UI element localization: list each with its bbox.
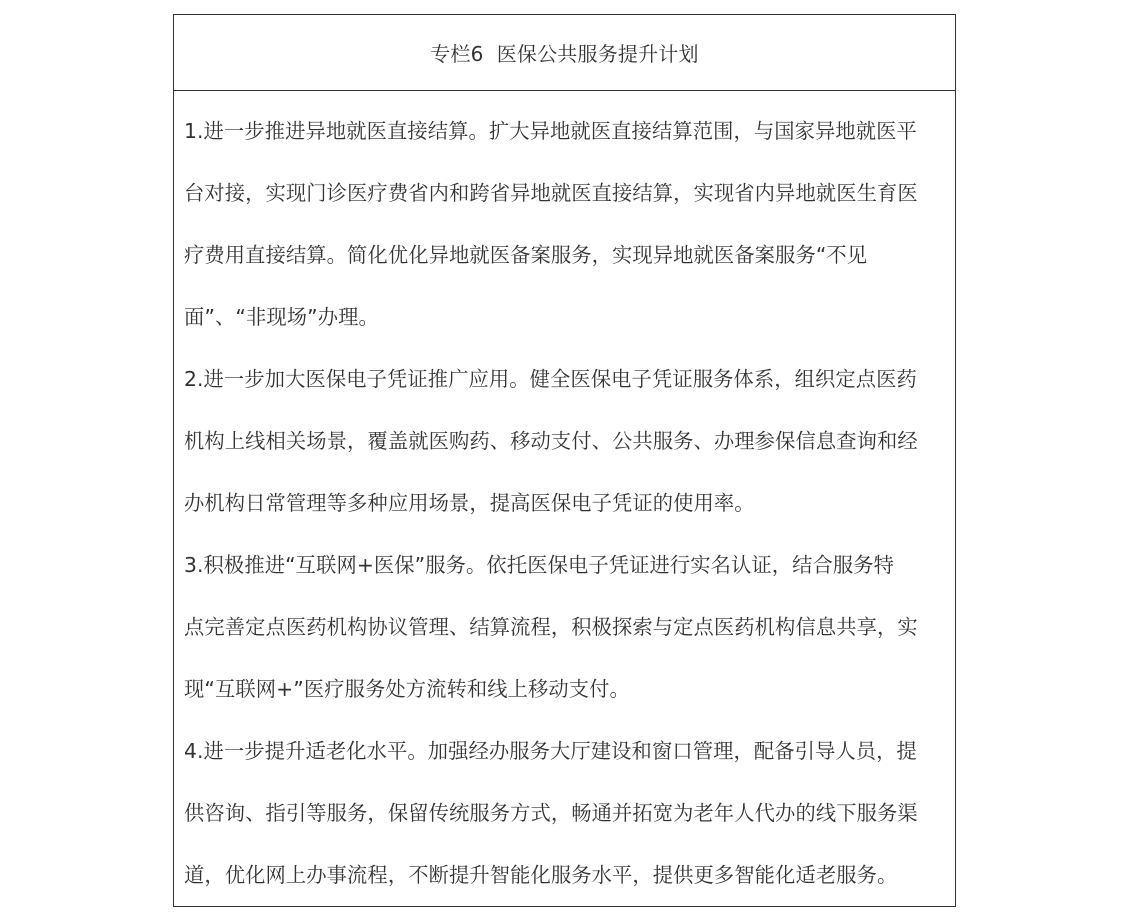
item-3-line-3: 现“互联网+”医疗服务处方流转和线上移动支付。 <box>184 677 630 701</box>
item-2-line-2: 机构上线相关场景，覆盖就医购药、移动支付、公共服务、办理参保信息查询和经 <box>184 429 918 453</box>
item-1-line-4: 面”、“非现场”办理。 <box>184 305 379 329</box>
column-title-row <box>174 15 955 91</box>
item-4 <box>184 720 945 906</box>
item-1-line-1: 1.进一步推进异地就医直接结算。扩大异地就医直接结算范围，与国家异地就医平 <box>184 119 917 143</box>
item-3-line-2: 点完善定点医药机构协议管理、结算流程，积极探索与定点医药机构信息共享，实 <box>184 615 918 639</box>
item-1-line-3: 疗费用直接结算。简化优化异地就医备案服务，实现异地就医备案服务“不见 <box>184 243 868 267</box>
item-2-line-3: 办机构日常管理等多种应用场景，提高医保电子凭证的使用率。 <box>184 491 755 515</box>
item-4-line-1: 4.进一步提升适老化水平。加强经办服务大厅建设和窗口管理，配备引导人员，提 <box>184 739 917 763</box>
item-3 <box>184 534 945 720</box>
item-4-line-3: 道，优化网上办事流程，不断提升智能化服务水平，提供更多智能化适老服务。 <box>184 863 898 887</box>
item-2-line-1: 2.进一步加大医保电子凭证推广应用。健全医保电子凭证服务体系，组织定点医药 <box>184 367 917 391</box>
item-1-line-2: 台对接，实现门诊医疗费省内和跨省异地就医直接结算，实现省内异地就医生育医 <box>184 181 918 205</box>
item-1 <box>184 100 945 348</box>
item-2 <box>184 348 945 534</box>
column-content <box>174 91 955 906</box>
column-box <box>173 14 956 907</box>
column-title: 专栏6 医保公共服务提升计划 <box>430 42 699 66</box>
item-4-line-2: 供咨询、指引等服务，保留传统服务方式，畅通并拓宽为老年人代办的线下服务渠 <box>184 801 918 825</box>
item-3-line-1: 3.积极推进“互联网+医保”服务。依托医保电子凭证进行实名认证，结合服务特 <box>184 553 895 577</box>
